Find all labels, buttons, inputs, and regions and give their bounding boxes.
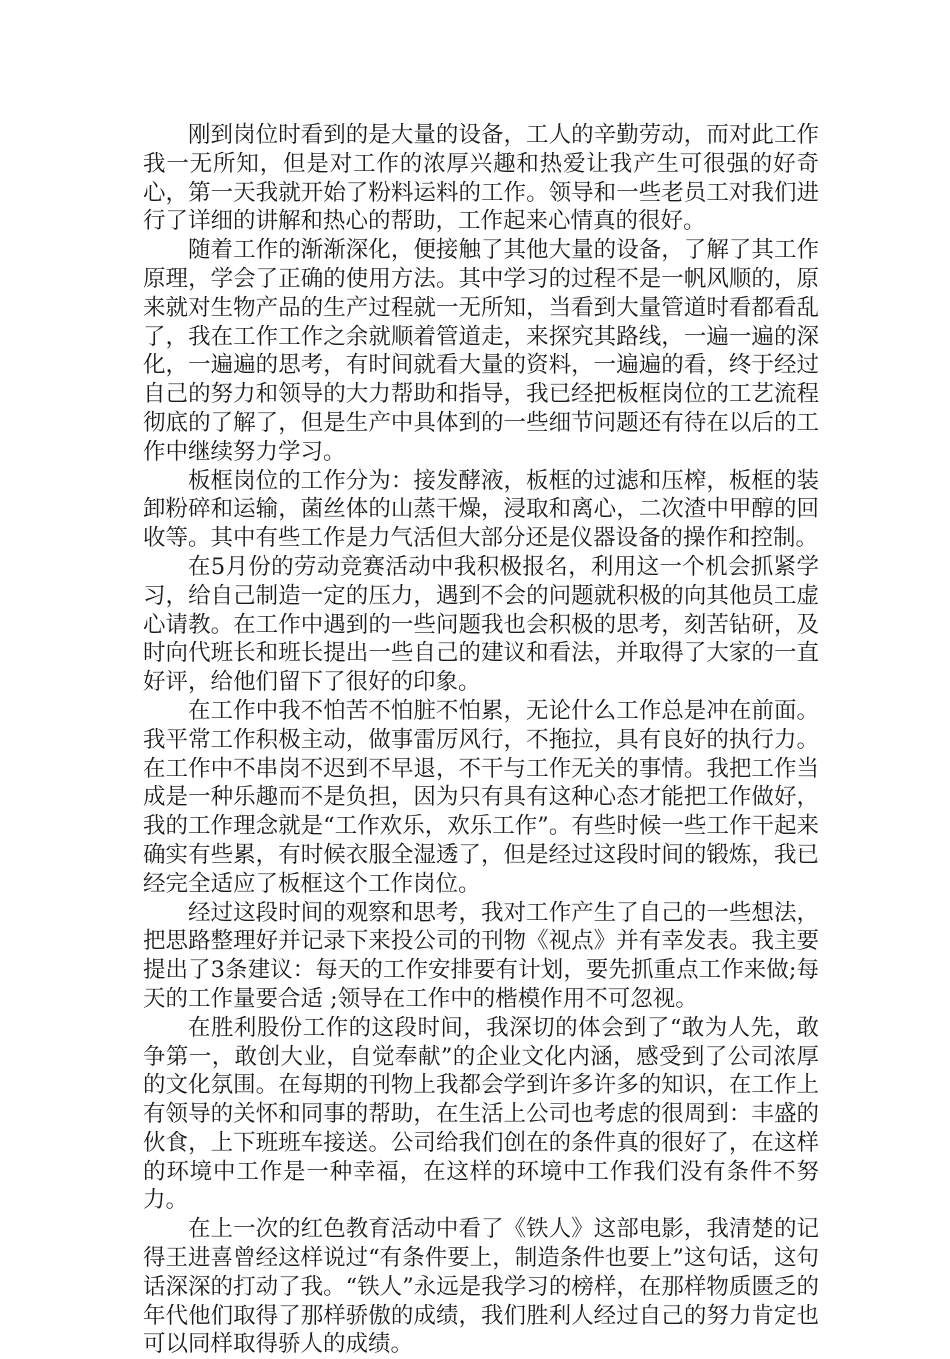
paragraph-5: 在工作中我不怕苦不怕脏不怕累，无论什么工作总是冲在前面。我平常工作积极主动，做事雷厉风行，不拖拉，具有良好的执行力。在工作中不串岗不迟到不早退，不干与工作无关的事情。我把工作当成是一种乐趣而不是负担，因为只有具有这种心态才能把工作做好，我的工作理念就是“工作欢乐，欢乐工作”。有些时候一些工作干起来确实有些累，有时候衣服全湿透了，但是经过这段时间的锻炼，我已经完全适应了板框这个工作岗位。 [143, 697, 819, 897]
paragraph-3: 板框岗位的工作分为：接发酵液，板框的过滤和压榨，板框的装卸粉碎和运输，菌丝体的山蒸干燥，浸取和离心，二次渣中甲醇的回收等。其中有些工作是力气活但大部分还是仪器设备的操作和控制。 [143, 467, 819, 552]
document-body [143, 121, 819, 1359]
paragraph-1: 刚到岗位时看到的是大量的设备，工人的辛勤劳动，而对此工作我一无所知，但是对工作的浓厚兴趣和热爱让我产生可很强的好奇心，第一天我就开始了粉料运料的工作。领导和一些老员工对我们进行了详细的讲解和热心的帮助，工作起来心情真的很好。 [143, 122, 819, 235]
paragraph-4: 在5月份的劳动竞赛活动中我积极报名，利用这一个机会抓紧学习，给自己制造一定的压力，遇到不会的问题就积极的向其他员工虚心请教。在工作中遇到的一些问题我也会积极的思考，刻苦钻研，及时向代班长和班长提出一些自己的建议和看法，并取得了大家的一直好评，给他们留下了很好的印象。 [143, 553, 819, 696]
paragraph-8: 在上一次的红色教育活动中看了《铁人》这部电影，我清楚的记得王进喜曾经这样说过“有条件要上，制造条件也要上”这句话，这句话深深的打动了我。“铁人”永远是我学习的榜样，在那样物质匮乏的年代他们取得了那样骄傲的成绩，我们胜利人经过自己的努力肯定也可以同样取得骄人的成绩。 [143, 1216, 819, 1358]
paragraph-7: 在胜利股份工作的这段时间，我深切的体会到了“敢为人先，敢争第一，敢创大业，自觉奉献”的企业文化内涵，感受到了公司浓厚的文化氛围。在每期的刊物上我都会学到许多许多的知识，在工作上有领导的关怀和同事的帮助，在生活上公司也考虑的很周到：丰盛的伙食，上下班班车接送。公司给我们创在的条件真的很好了，在这样的环境中工作是一种幸福，在这样的环境中工作我们没有条件不努力。 [143, 1014, 819, 1214]
paragraph-6: 经过这段时间的观察和思考，我对工作产生了自己的一些想法，把思路整理好并记录下来投公司的刊物《视点》并有幸发表。我主要提出了3条建议：每天的工作安排要有计划，要先抓重点工作来做;每天的工作量要合适 ;领导在工作中的楷模作用不可忽视。 [143, 899, 819, 1012]
paragraph-2: 随着工作的渐渐深化，便接触了其他大量的设备，了解了其工作原理，学会了正确的使用方法。其中学习的过程不是一帆风顺的，原来就对生物产品的生产过程就一无所知，当看到大量管道时看都看乱了，我在工作工作之余就顺着管道走，来探究其路线，一遍一遍的深化，一遍遍的思考，有时间就看大量的资料，一遍遍的看，终于经过自己的努力和领导的大力帮助和指导，我已经把板框岗位的工艺流程彻底的了解了，但是生产中具体到的一些细节问题还有待在以后的工作中继续努力学习。 [143, 237, 819, 465]
